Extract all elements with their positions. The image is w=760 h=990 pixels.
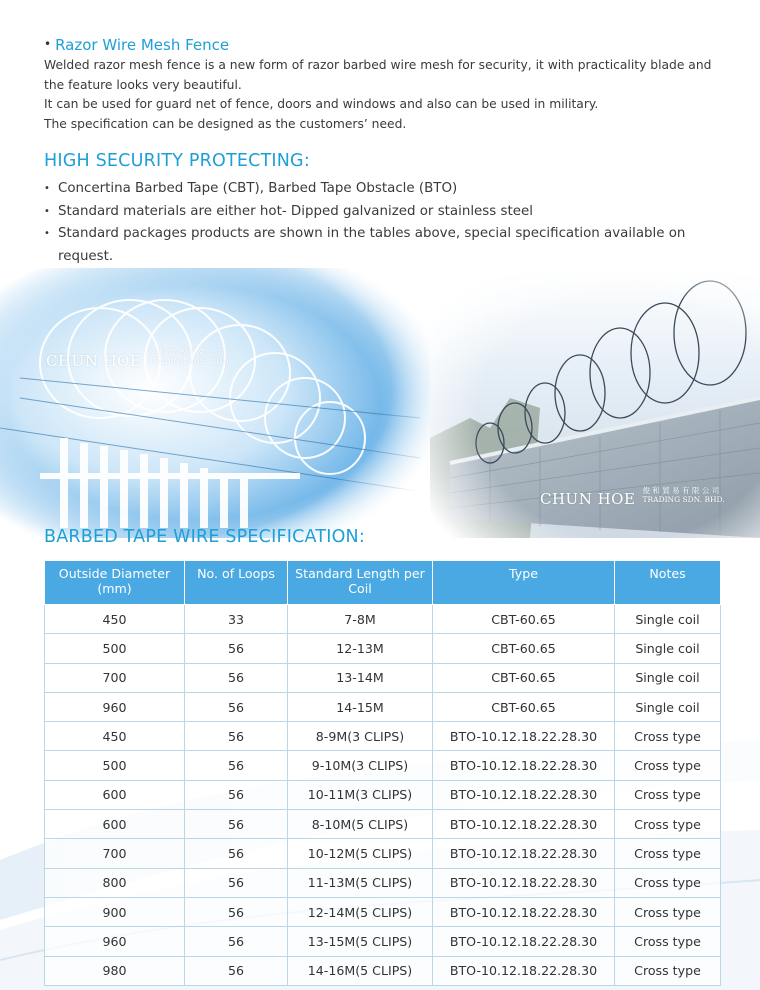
bullet-icon: • [44, 228, 50, 239]
cell-diameter: 500 [45, 751, 185, 780]
column-header: Standard Length per Coil [288, 561, 433, 605]
table-row [45, 663, 721, 692]
cell-diameter: 800 [45, 868, 185, 897]
cell-length: 13-14M [288, 663, 433, 692]
cell-loops: 56 [185, 868, 288, 897]
intro-heading [44, 36, 229, 54]
cell-type: CBT-60.65 [433, 634, 615, 663]
watermark-sub [149, 348, 231, 366]
bullet-icon: • [44, 183, 50, 194]
cell-length: 13-15M(5 CLIPS) [288, 927, 433, 956]
cell-length: 11-13M(5 CLIPS) [288, 868, 433, 897]
cell-notes: Cross type [615, 927, 721, 956]
fence-photo [0, 268, 430, 538]
cell-length: 10-12M(5 CLIPS) [288, 839, 433, 868]
table-row [45, 780, 721, 809]
table-header-row [45, 561, 721, 605]
intro-paragraph: Welded razor mesh fence is a new form of razor barbed wire mesh for security, it with practicality blade and the feature looks very beautiful. [44, 58, 712, 92]
cell-notes: Cross type [615, 751, 721, 780]
intro-body [44, 56, 734, 134]
cell-notes: Single coil [615, 692, 721, 721]
cell-loops: 56 [185, 780, 288, 809]
cell-type: BTO-10.12.18.22.28.30 [433, 927, 615, 956]
cell-diameter: 960 [45, 927, 185, 956]
cell-loops: 56 [185, 751, 288, 780]
cell-loops: 56 [185, 722, 288, 751]
cell-loops: 56 [185, 956, 288, 985]
table-row [45, 751, 721, 780]
watermark-name: CHUN HOE [46, 352, 142, 370]
cell-loops: 56 [185, 897, 288, 926]
watermark-trading: TRADING SDN. BHD. [642, 495, 725, 504]
cell-diameter: 900 [45, 897, 185, 926]
spec-table [44, 560, 721, 986]
intro-heading-text: Razor Wire Mesh Fence [55, 36, 230, 54]
cell-type: CBT-60.65 [433, 692, 615, 721]
list-item [44, 223, 734, 268]
cell-notes: Single coil [615, 605, 721, 634]
watermark-chinese: 俊 和 貿 易 有 限 公 司 [642, 486, 720, 495]
column-header: No. of Loops [185, 561, 288, 605]
cell-notes: Cross type [615, 780, 721, 809]
cell-loops: 56 [185, 839, 288, 868]
watermark-chinese: 俊 和 貿 易 有 限 公 司 [148, 348, 226, 357]
cell-notes: Cross type [615, 897, 721, 926]
column-header: Notes [615, 561, 721, 605]
column-header: Type [433, 561, 615, 605]
cell-diameter: 600 [45, 810, 185, 839]
table-row [45, 897, 721, 926]
list-item-text: Concertina Barbed Tape (CBT), Barbed Tape Obstacle (BTO) [58, 181, 458, 196]
cell-diameter: 500 [45, 634, 185, 663]
cell-type: BTO-10.12.18.22.28.30 [433, 810, 615, 839]
table-row [45, 722, 721, 751]
cell-diameter: 450 [45, 722, 185, 751]
table-row [45, 868, 721, 897]
watermark-trading: TRADING SDN. BHD. [148, 357, 231, 366]
spec-title: BARBED TAPE WIRE SPECIFICATION: [44, 527, 365, 547]
cell-diameter: 450 [45, 605, 185, 634]
cell-diameter: 700 [45, 839, 185, 868]
cell-type: BTO-10.12.18.22.28.30 [433, 956, 615, 985]
cell-loops: 56 [185, 692, 288, 721]
intro-paragraph: It can be used for guard net of fence, doors and windows and also can be used in military. [44, 97, 599, 111]
cell-notes: Cross type [615, 956, 721, 985]
cell-notes: Cross type [615, 722, 721, 751]
cell-loops: 33 [185, 605, 288, 634]
high-security-list [44, 178, 734, 268]
cell-type: BTO-10.12.18.22.28.30 [433, 839, 615, 868]
bullet-icon: • [44, 205, 50, 217]
table-body [45, 605, 721, 986]
cell-notes: Cross type [615, 868, 721, 897]
cell-length: 12-14M(5 CLIPS) [288, 897, 433, 926]
cell-type: BTO-10.12.18.22.28.30 [433, 868, 615, 897]
cell-notes: Single coil [615, 634, 721, 663]
cell-type: BTO-10.12.18.22.28.30 [433, 897, 615, 926]
cell-length: 14-16M(5 CLIPS) [288, 956, 433, 985]
table-row [45, 810, 721, 839]
cell-loops: 56 [185, 810, 288, 839]
cell-notes: Cross type [615, 810, 721, 839]
watermark-name: CHUN HOE [540, 490, 636, 508]
column-header: Outside Diameter (mm) [45, 561, 185, 605]
cell-type: CBT-60.65 [433, 663, 615, 692]
cell-diameter: 980 [45, 956, 185, 985]
cell-loops: 56 [185, 663, 288, 692]
company-watermark [46, 348, 231, 370]
cell-type: BTO-10.12.18.22.28.30 [433, 722, 615, 751]
table-row [45, 605, 721, 634]
table-row [45, 839, 721, 868]
list-item-text: Standard materials are either hot- Dipped galvanized or stainless steel [58, 203, 533, 219]
cell-type: BTO-10.12.18.22.28.30 [433, 780, 615, 809]
cell-type: BTO-10.12.18.22.28.30 [433, 751, 615, 780]
intro-paragraph: The specification can be designed as the customers’ need. [44, 116, 407, 131]
cell-length: 7-8M [288, 605, 433, 634]
cell-length: 14-15M [288, 692, 433, 721]
table-row [45, 692, 721, 721]
watermark-sub [643, 486, 725, 504]
cell-loops: 56 [185, 927, 288, 956]
bullet-icon: • [44, 37, 52, 51]
cell-length: 9-10M(3 CLIPS) [288, 751, 433, 780]
cell-diameter: 600 [45, 780, 185, 809]
cell-diameter: 700 [45, 663, 185, 692]
list-item-text: Standard packages products are shown in the tables above, special specification available on request. [58, 226, 686, 264]
cell-type: CBT-60.65 [433, 605, 615, 634]
cell-notes: Single coil [615, 663, 721, 692]
cell-loops: 56 [185, 634, 288, 663]
table-row [45, 927, 721, 956]
table-row [45, 956, 721, 985]
list-item [44, 178, 734, 201]
cell-length: 8-10M(5 CLIPS) [288, 810, 433, 839]
list-item [44, 201, 734, 224]
table-row [45, 634, 721, 663]
cell-notes: Cross type [615, 839, 721, 868]
cell-length: 8-9M(3 CLIPS) [288, 722, 433, 751]
cell-diameter: 960 [45, 692, 185, 721]
cell-length: 12-13M [288, 634, 433, 663]
cell-length: 10-11M(3 CLIPS) [288, 780, 433, 809]
company-watermark [540, 486, 725, 508]
high-security-title: HIGH SECURITY PROTECTING: [44, 151, 310, 171]
